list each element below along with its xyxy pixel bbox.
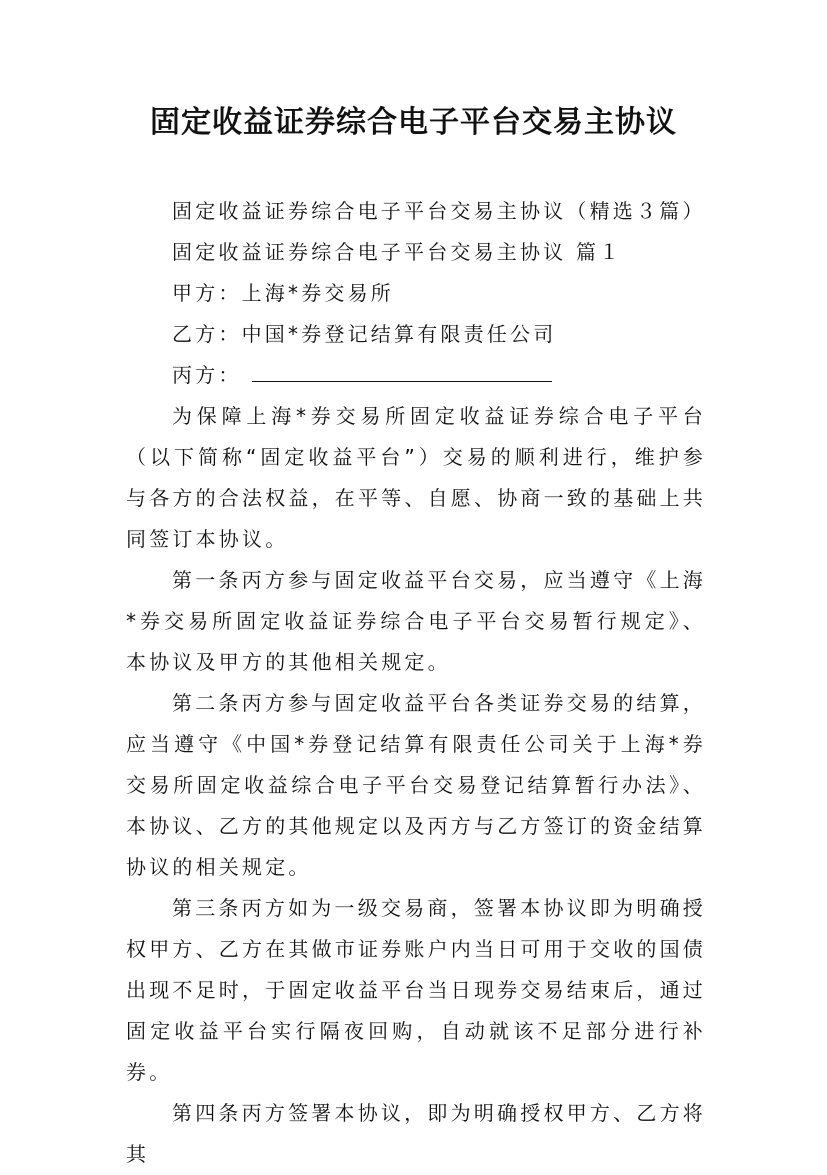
party-a-line: 甲方：上海*券交易所 — [172, 281, 394, 305]
article-1-paragraph: 第一条丙方参与固定收益平台交易，应当遵守《上海*券交易所固定收益证券综合电子平台交易暂行规定》、本协议及甲方的其他相关规定。 — [126, 568, 706, 674]
party-c-blank-field — [252, 380, 552, 382]
party-b-line: 乙方：中国*券登记结算有限责任公司 — [172, 322, 557, 346]
preamble-paragraph: 为保障上海*券交易所固定收益证券综合电子平台（以下简称“固定收益平台”）交易的顺利进行，维护参与各方的合法权益，在平等、自愿、协商一致的基础上共同签订本协议。 — [126, 404, 706, 551]
article-2-paragraph: 第二条丙方参与固定收益平台各类证券交易的结算，应当遵守《中国*券登记结算有限责任公司关于上海*券交易所固定收益综合电子平台交易登记结算暂行办法》、本协议、乙方的其他规定以及丙方与乙方签订的资金结算协议的相关规定。 — [126, 691, 706, 879]
party-c-label: 丙方： — [172, 363, 242, 387]
article-4-paragraph: 第四条丙方签署本协议，即为明确授权甲方、乙方将其 — [126, 1101, 706, 1166]
document-body — [126, 191, 706, 1175]
document-title: 固定收益证券综合电子平台交易主协议 — [150, 105, 677, 140]
article-3-paragraph: 第三条丙方如为一级交易商，签署本协议即为明确授权甲方、乙方在其做市证券账户内当日可用于交收的国债出现不足时，于固定收益平台当日现券交易结束后，通过固定收益平台实行隔夜回购，自动就该不足部分进行补券。 — [126, 896, 706, 1084]
party-c-line — [126, 355, 706, 396]
section-heading: 固定收益证券综合电子平台交易主协议 篇１ — [172, 240, 623, 264]
subtitle: 固定收益证券综合电子平台交易主协议（精选３篇） — [172, 199, 706, 223]
